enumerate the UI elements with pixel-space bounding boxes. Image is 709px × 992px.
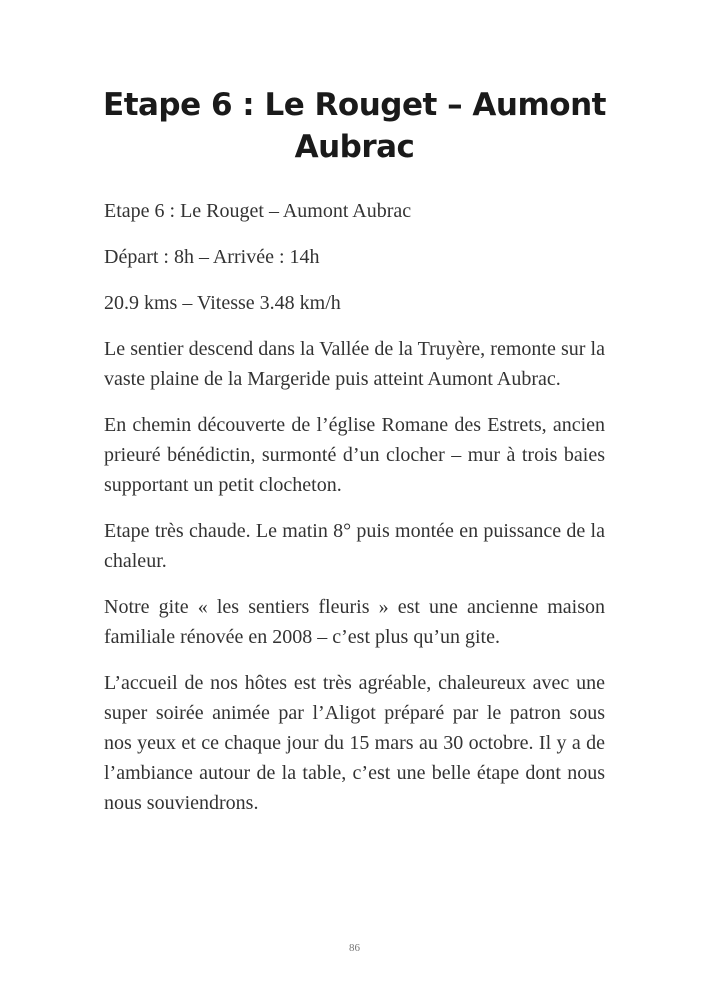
- paragraph-welcome: L’accueil de nos hôtes est très agréable, chaleureux avec une super soirée animée par l’Aligot préparé par le patron sous nos yeux et ce chaque jour du 15 mars au 30 octobre. Il y a de l’ambiance autour de la table, c’est une belle étape dont nous nous souviendrons.: [104, 672, 605, 814]
- page-title: Etape 6 : Le Rouget – Aumont Aubrac: [103, 87, 606, 165]
- page-number: 86: [349, 942, 360, 954]
- paragraph-distance: 20.9 kms – Vitesse 3.48 km/h: [104, 292, 341, 314]
- paragraph-church: En chemin découverte de l’église Romane des Estrets, ancien prieuré bénédictin, surmonté d’un clocher – mur à trois baies supportant un petit clocheton.: [104, 414, 605, 496]
- paragraph-weather: Etape très chaude. Le matin 8° puis montée en puissance de la chaleur.: [104, 520, 605, 572]
- paragraph-route: Le sentier descend dans la Vallée de la Truyère, remonte sur la vaste plaine de la Margeride puis atteint Aumont Aubrac.: [104, 338, 605, 390]
- body-text: [104, 196, 605, 834]
- paragraph-stage: Etape 6 : Le Rouget – Aumont Aubrac: [104, 200, 412, 222]
- paragraph-gite: Notre gite « les sentiers fleuris » est une ancienne maison familiale rénovée en 2008 – c’est plus qu’un gite.: [104, 596, 605, 648]
- paragraph-times: Départ : 8h – Arrivée : 14h: [104, 246, 320, 268]
